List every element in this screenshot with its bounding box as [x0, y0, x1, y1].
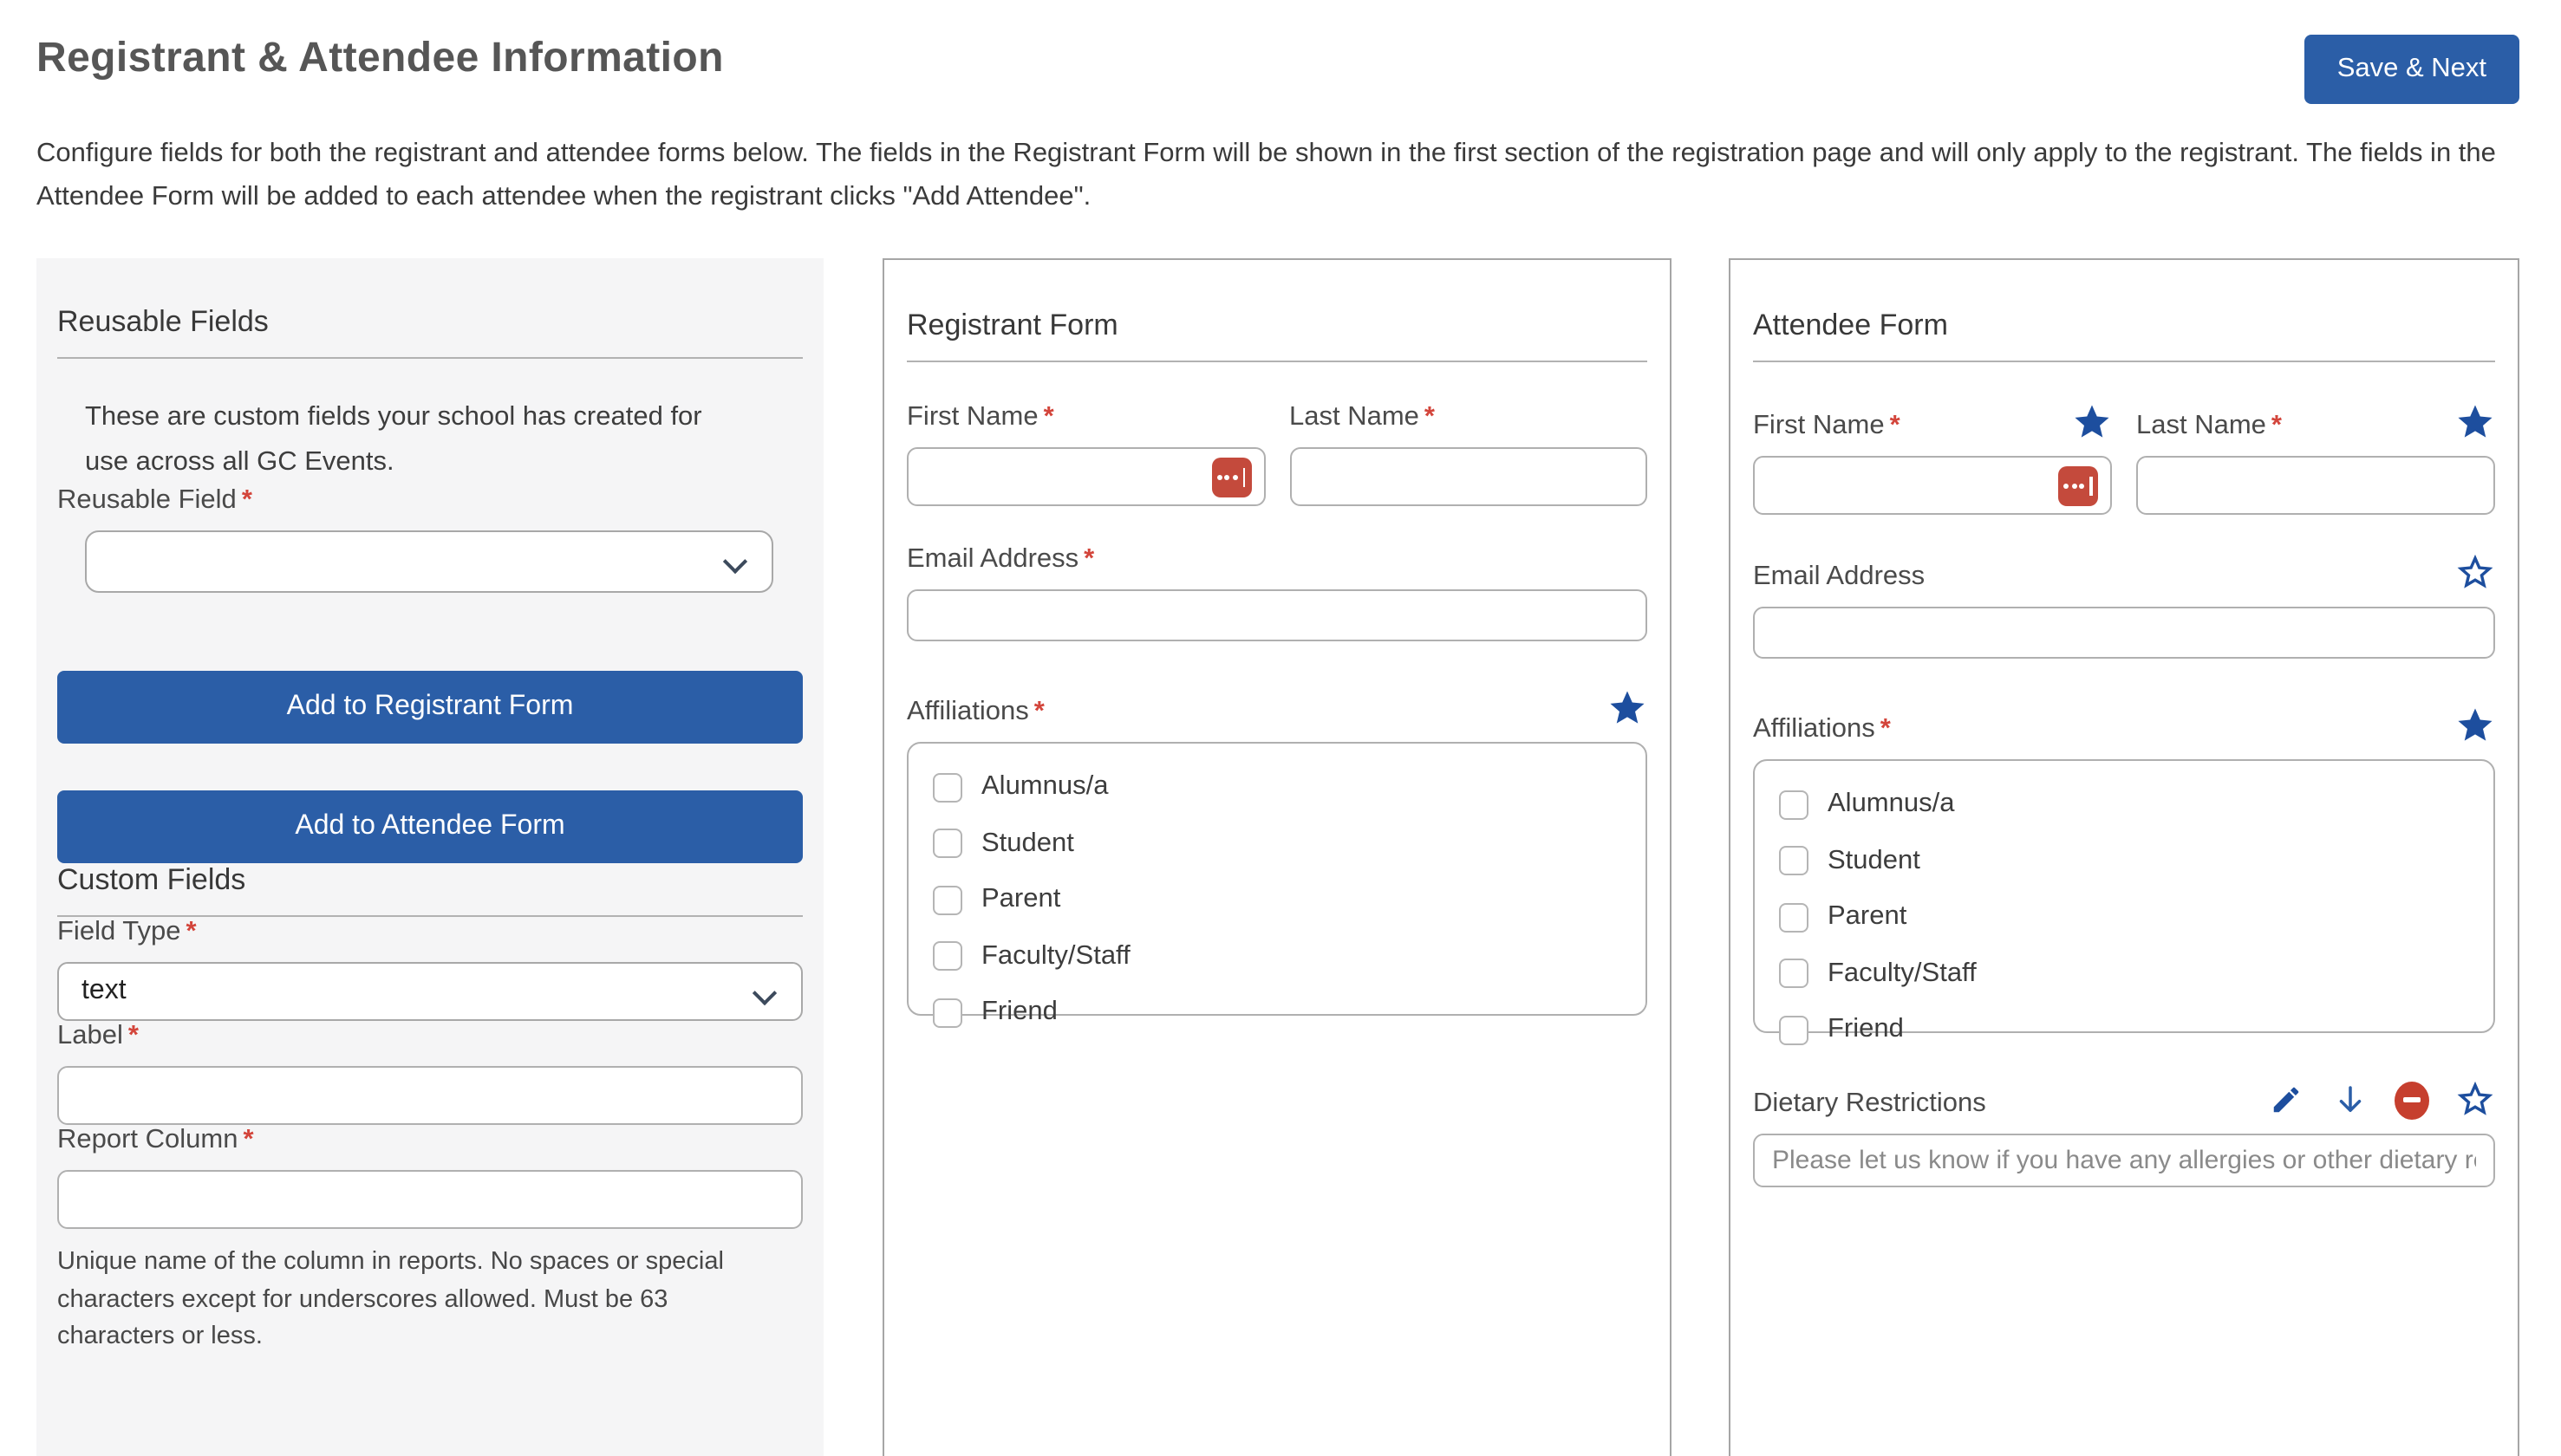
affiliation-option[interactable]: Friend [1779, 1014, 2473, 1045]
affiliation-option[interactable]: Student [933, 828, 1625, 859]
divider [57, 357, 803, 359]
dietary-restrictions-label: Dietary Restrictions [1753, 1089, 1986, 1118]
required-asterisk: * [1889, 411, 1900, 440]
autofill-icon[interactable] [1211, 458, 1251, 497]
save-next-button[interactable]: Save & Next [2304, 35, 2519, 104]
checkbox[interactable] [1779, 846, 1808, 875]
field-type-select-value: text [81, 976, 127, 1005]
minus-circle-icon[interactable] [2395, 1081, 2429, 1119]
checkbox[interactable] [933, 829, 962, 858]
last-name-label: Last Name * [1289, 402, 1435, 432]
page-description: Configure fields for both the registrant and attendee forms below. The fields in the Registrant Form will be shown in the first section of the registration page and will only apply to the registrant. The fields in the Attendee Form will be added to each attendee when the registrant clicks "Add Attendee". [36, 139, 2496, 211]
first-name-label: First Name * [907, 402, 1054, 432]
chevron-down-icon [753, 981, 777, 1005]
star-filled-icon[interactable] [2455, 402, 2495, 442]
checkbox[interactable] [933, 998, 962, 1027]
affiliations-checkbox-group [907, 742, 1647, 1026]
reusable-field-select[interactable] [85, 530, 773, 593]
divider [1753, 361, 2495, 362]
required-asterisk: * [1880, 714, 1891, 744]
page-title: Registrant & Attendee Information [36, 35, 724, 81]
reusable-fields-panel [36, 258, 824, 1456]
report-column-label: Report Column * [57, 1125, 254, 1154]
affiliation-option[interactable]: Faculty/Staff [1779, 958, 2473, 989]
chevron-down-icon [723, 549, 747, 574]
star-outline-icon[interactable] [2455, 1080, 2495, 1120]
required-asterisk: * [2271, 411, 2282, 440]
affiliation-option[interactable]: Alumnus/a [1779, 789, 2473, 820]
required-asterisk: * [1084, 544, 1095, 574]
reusable-field-label: Reusable Field * [57, 485, 252, 515]
star-filled-icon[interactable] [2072, 402, 2112, 442]
report-column-help-text: Unique name of the column in reports. No spaces or special characters except for underscores allowed. Must be 63 characters or less. [57, 1248, 724, 1350]
pencil-icon[interactable] [2266, 1081, 2304, 1119]
required-asterisk: * [1424, 402, 1435, 432]
reusable-fields-title: Reusable Fields [57, 305, 269, 338]
star-outline-icon[interactable] [2455, 553, 2495, 593]
checkbox[interactable] [1779, 1015, 1808, 1044]
star-filled-icon[interactable] [2455, 705, 2495, 745]
affiliation-option[interactable]: Faculty/Staff [933, 940, 1625, 972]
email-address-label: Email Address * [907, 544, 1095, 574]
email-address-input[interactable] [1753, 607, 2495, 659]
attendee-form-panel [1729, 258, 2519, 1456]
email-address-label: Email Address [1753, 562, 1926, 591]
autofill-icon[interactable] [2058, 466, 2098, 506]
reusable-fields-description: These are custom fields your school has created for use across all GC Events. [85, 402, 702, 477]
add-to-attendee-form-button[interactable]: Add to Attendee Form [57, 790, 803, 863]
registrant-form-panel [883, 258, 1671, 1456]
affiliations-label: Affiliations * [907, 697, 1045, 726]
checkbox[interactable] [1779, 790, 1808, 819]
affiliation-option[interactable]: Alumnus/a [933, 771, 1625, 803]
affiliation-option[interactable]: Friend [933, 997, 1625, 1028]
add-to-registrant-form-button[interactable]: Add to Registrant Form [57, 671, 803, 744]
last-name-label: Last Name * [2136, 411, 2282, 440]
star-filled-icon[interactable] [1607, 688, 1647, 728]
label-input[interactable] [57, 1066, 803, 1125]
affiliation-option[interactable]: Parent [933, 884, 1625, 915]
field-type-label: Field Type * [57, 917, 197, 946]
affiliation-option[interactable]: Parent [1779, 901, 2473, 933]
checkbox[interactable] [933, 772, 962, 802]
report-column-input[interactable] [57, 1170, 803, 1229]
registrant-form-title: Registrant Form [907, 309, 1118, 341]
checkbox[interactable] [1779, 959, 1808, 988]
affiliations-checkbox-group [1753, 759, 2495, 1043]
last-name-input[interactable] [2136, 456, 2495, 515]
required-asterisk: * [243, 1125, 254, 1154]
checkbox[interactable] [1779, 902, 1808, 932]
columns-container [0, 258, 2561, 1456]
checkbox[interactable] [933, 885, 962, 914]
custom-fields-title: Custom Fields [57, 863, 246, 896]
arrow-down-icon[interactable] [2330, 1081, 2369, 1119]
required-asterisk: * [186, 917, 197, 946]
affiliations-label: Affiliations * [1753, 714, 1891, 744]
divider [907, 361, 1647, 362]
required-asterisk: * [1033, 697, 1045, 726]
attendee-form-title: Attendee Form [1753, 309, 1948, 341]
checkbox[interactable] [933, 941, 962, 971]
dietary-restrictions-input[interactable] [1753, 1134, 2495, 1187]
first-name-label: First Name * [1753, 411, 1900, 440]
last-name-input[interactable] [1289, 447, 1647, 506]
email-address-input[interactable] [907, 589, 1647, 641]
required-asterisk: * [1043, 402, 1054, 432]
required-asterisk: * [127, 1021, 139, 1050]
label-label: Label * [57, 1021, 139, 1050]
field-type-select[interactable] [57, 962, 803, 1021]
required-asterisk: * [241, 485, 252, 515]
affiliation-option[interactable]: Student [1779, 845, 2473, 876]
